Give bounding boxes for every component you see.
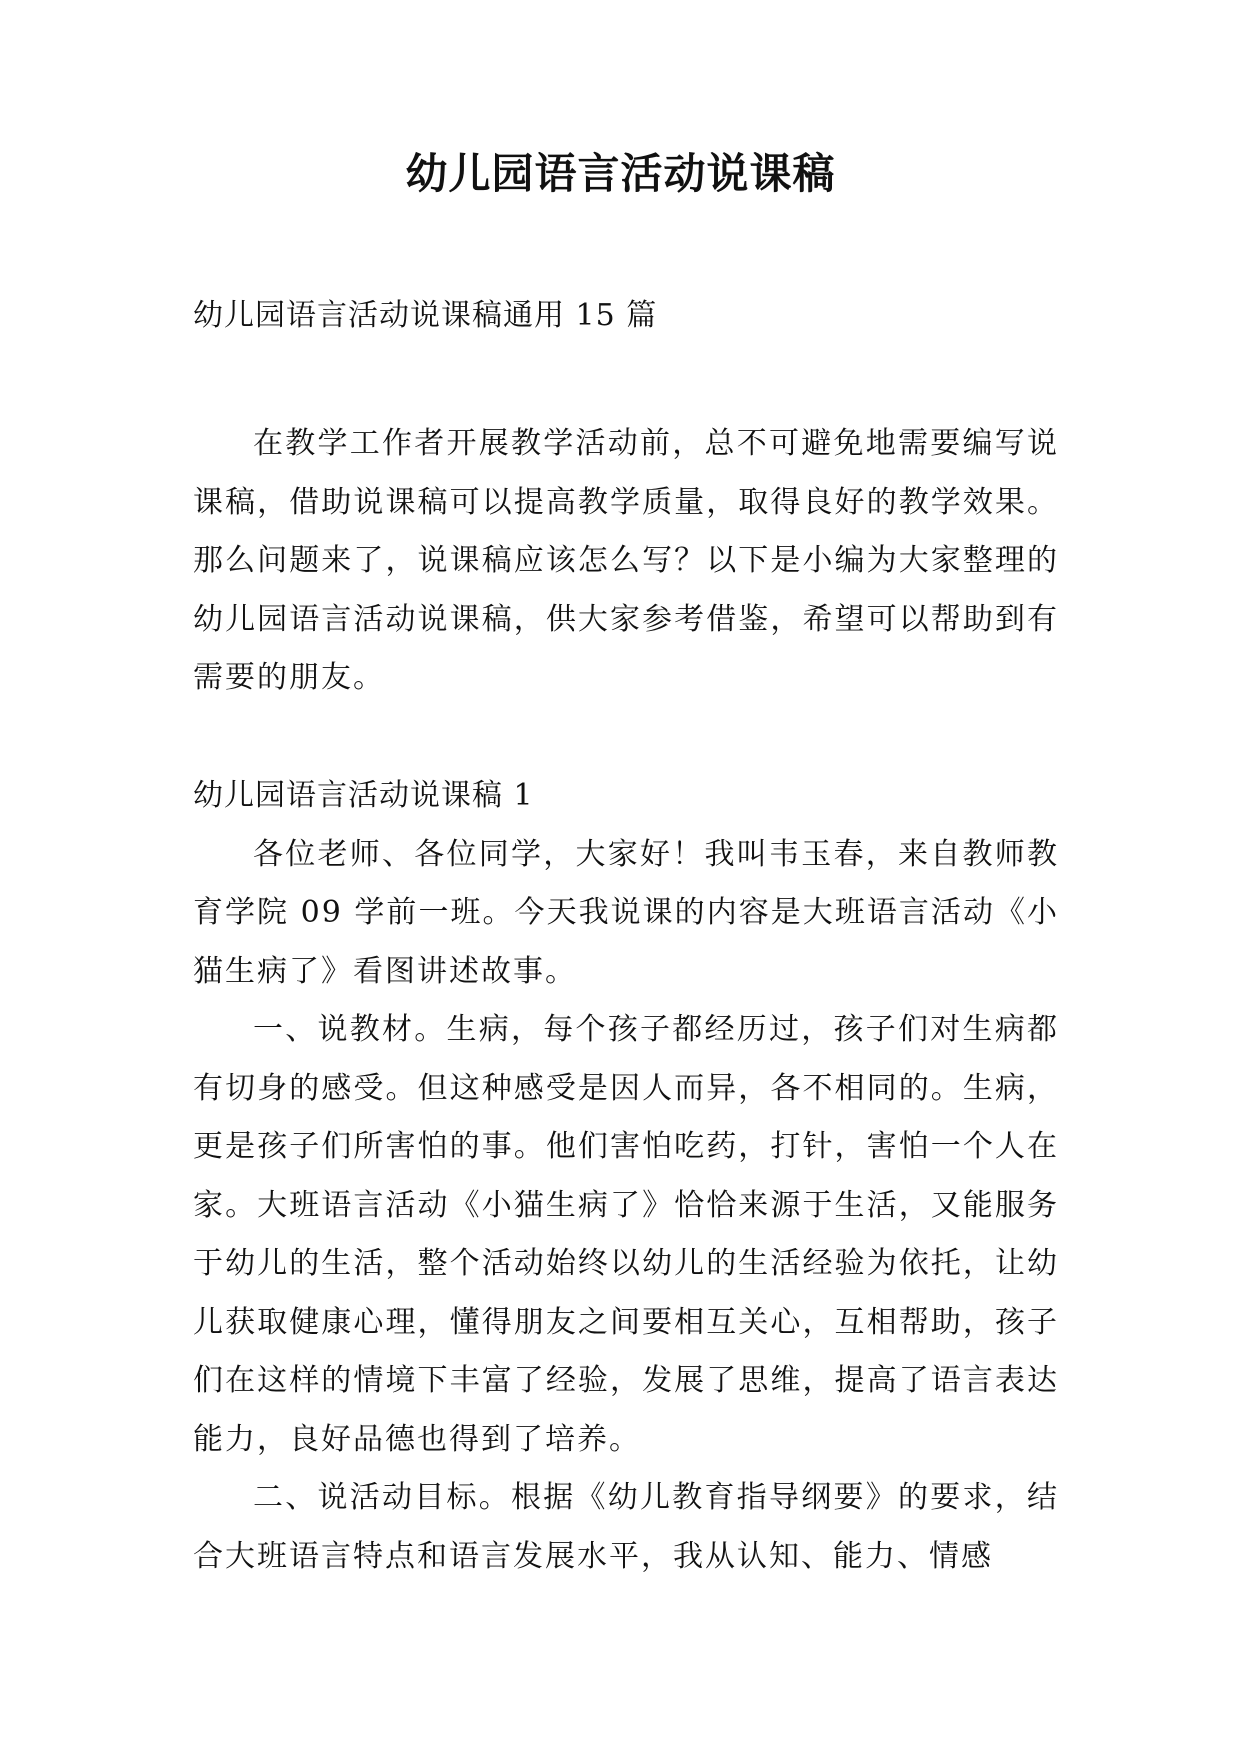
spacer [193,708,1059,766]
document-subtitle: 幼儿园语言活动说课稿通用 15 篇 [193,298,658,333]
section-heading: 幼儿园语言活动说课稿 1 [193,777,534,813]
document-title: 幼儿园语言活动说课稿 [405,149,836,198]
intro-paragraph: 在教学工作者开展教学活动前，总不可避免地需要编写说课稿，借助说课稿可以提高教学质量，取得良好的教学效果。那么问题来了，说课稿应该怎么写？以下是小编为大家整理的幼儿园语言活动说课稿，供大家参考借鉴，希望可以帮助到有需要的朋友。 [193,426,1059,695]
body-paragraph: 各位老师、各位同学，大家好！我叫韦玉春，来自教师教育学院 09 学前一班。今天我说课的内容是大班语言活动《小猫生病了》看图讲述故事。 [193,836,1059,989]
body-paragraph: 一、说教材。生病，每个孩子都经历过，孩子们对生病都有切身的感受。但这种感受是因人而异，各不相同的。生病，更是孩子们所害怕的事。他们害怕吃药，打针，害怕一个人在家。大班语言活动《小猫生病了》恰恰来源于生活，又能服务于幼儿的生活，整个活动始终以幼儿的生活经验为依托，让幼儿获取健康心理，懂得朋友之间要相互关心，互相帮助，孩子们在这样的情境下丰富了经验，发展了思维，提高了语言表达能力，良好品德也得到了培养。 [193,1012,1059,1457]
spacer [193,346,1059,415]
document-body [193,286,1059,1586]
body-paragraph: 二、说活动目标。根据《幼儿教育指导纲要》的要求，结合大班语言特点和语言发展水平，我从认知、能力、情感 [193,1480,1059,1574]
